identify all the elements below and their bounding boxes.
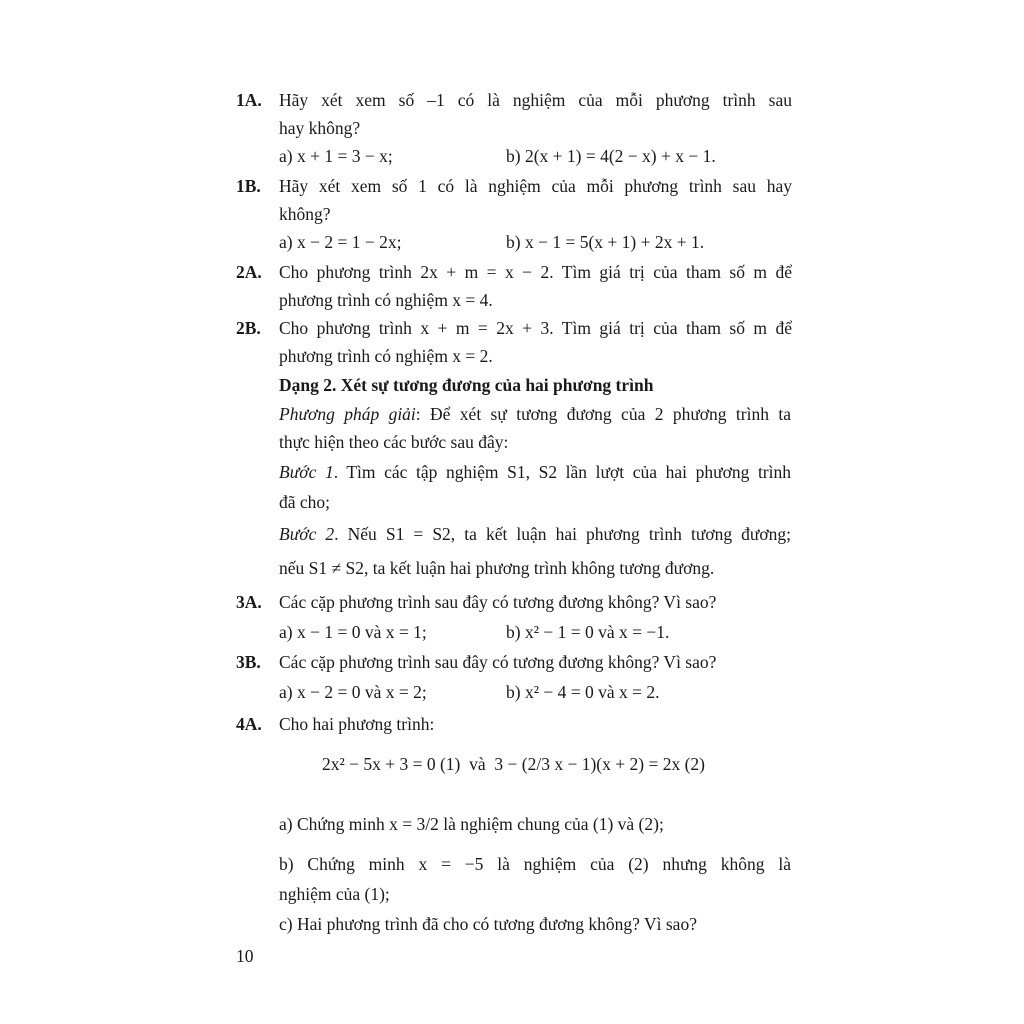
exercise-2B-line2: phương trình có nghiệm x = 2. xyxy=(279,346,493,366)
exercise-1B-line2: không? xyxy=(279,204,331,224)
exercise-4A-c: c) Hai phương trình đã cho có tương đương không? Vì sao? xyxy=(279,914,697,934)
step2-text: . Nếu S1 = S2, ta kết luận hai phương trình tương đương; xyxy=(334,524,791,544)
exercise-4A-b1: b) Chứng minh x = −5 là nghiệm của (2) nhưng không là xyxy=(279,854,791,874)
method-text: : Để xét sự tương đương của 2 phương trình ta xyxy=(415,404,791,424)
exercise-text: Cho phương trình 2x + m = x − 2. Tìm giá trị của tham số m để xyxy=(279,262,792,282)
exercise-2A-line2: phương trình có nghiệm x = 4. xyxy=(279,290,493,310)
option-a: a) x − 2 = 0 và x = 2; xyxy=(279,682,427,702)
exercise-4A-a: a) Chứng minh x = 3/2 là nghiệm chung của (1) và (2); xyxy=(279,814,664,834)
option-a: a) x − 1 = 0 và x = 1; xyxy=(279,622,427,642)
option-b: b) x − 1 = 5(x + 1) + 2x + 1. xyxy=(506,232,705,252)
method-line1 xyxy=(279,402,791,426)
exercise-label: 1B. xyxy=(236,176,261,196)
exercise-text: Các cặp phương trình sau đây có tương đương không? Vì sao? xyxy=(279,592,717,612)
method-line2: thực hiện theo các bước sau đây: xyxy=(279,432,509,452)
exercise-3B-options xyxy=(279,680,791,704)
exercise-1A-line2: hay không? xyxy=(279,118,361,138)
option-b: b) 2(x + 1) = 4(2 − x) + x − 1. xyxy=(506,146,716,166)
step2-line2: nếu S1 ≠ S2, ta kết luận hai phương trình không tương đương. xyxy=(279,558,715,578)
exercise-text: Cho phương trình x + m = 2x + 3. Tìm giá trị của tham số m để xyxy=(279,318,792,338)
exercise-label: 1A. xyxy=(236,90,262,110)
equations-line xyxy=(322,752,792,776)
step1-label: Bước 1 xyxy=(279,462,334,482)
step1-line2: đã cho; xyxy=(279,492,331,512)
exercise-label: 2B. xyxy=(236,318,261,338)
option-b: b) x² − 4 = 0 và x = 2. xyxy=(506,682,660,702)
step1-line1 xyxy=(279,460,791,484)
exercise-text: Các cặp phương trình sau đây có tương đương không? Vì sao? xyxy=(279,652,717,672)
equation-2: 3 − (2/3 x − 1)(x + 2) = 2x (2) xyxy=(494,754,705,774)
step2-line1 xyxy=(279,522,791,546)
exercise-text: Hãy xét xem số –1 có là nghiệm của mỗi phương trình sau xyxy=(279,90,792,110)
step1-text: . Tìm các tập nghiệm S1, S2 lần lượt của hai phương trình xyxy=(333,462,791,482)
exercise-3A-options xyxy=(279,620,791,644)
method-label: Phương pháp giải xyxy=(279,404,416,424)
option-a: a) x − 2 = 1 − 2x; xyxy=(279,232,402,252)
equation-1: 2x² − 5x + 3 = 0 (1) xyxy=(322,754,461,774)
step2-label: Bước 2 xyxy=(279,524,335,544)
exercise-label: 3B. xyxy=(236,652,261,672)
option-b: b) x² − 1 = 0 và x = −1. xyxy=(506,622,670,642)
exercise-4A-b2: nghiệm của (1); xyxy=(279,884,390,904)
option-a: a) x + 1 = 3 − x; xyxy=(279,146,393,166)
page-number: 10 xyxy=(236,946,254,966)
exercise-1A-options xyxy=(279,144,791,168)
exercise-1B-options xyxy=(279,230,791,254)
exercise-text: Cho hai phương trình: xyxy=(279,714,435,734)
exercise-text: Hãy xét xem số 1 có là nghiệm của mỗi phương trình sau hay xyxy=(279,176,792,196)
exercise-label: 4A. xyxy=(236,714,262,734)
section-title: Dạng 2. Xét sự tương đương của hai phương trình xyxy=(279,375,654,395)
equation-connector: và xyxy=(469,754,486,774)
exercise-label: 2A. xyxy=(236,262,262,282)
exercise-label: 3A. xyxy=(236,592,262,612)
